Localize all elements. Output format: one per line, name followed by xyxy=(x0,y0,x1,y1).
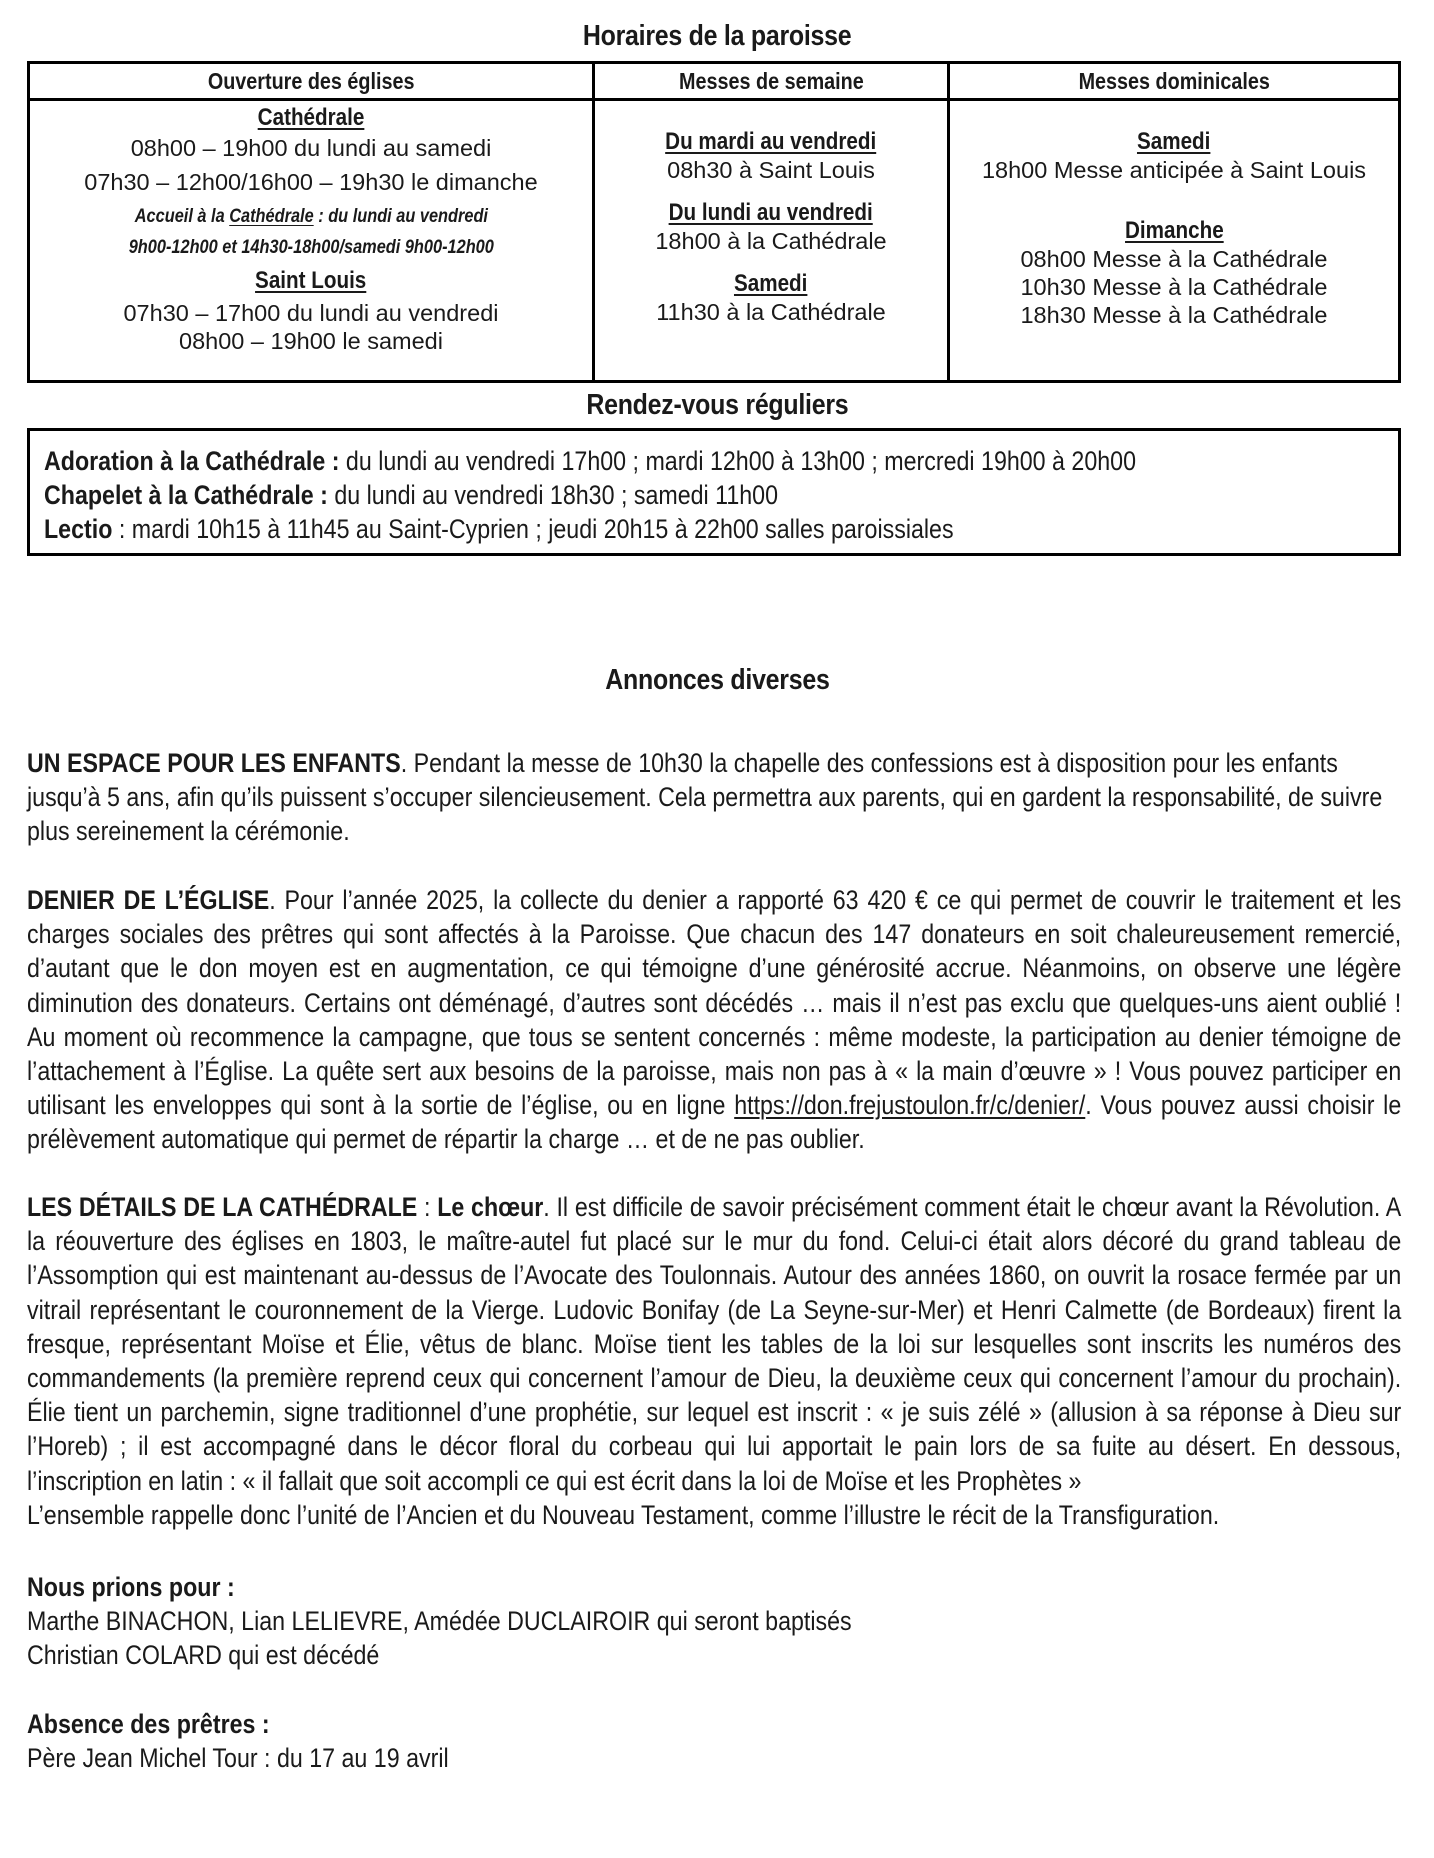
prayer-heading: Nous prions pour : xyxy=(27,1572,235,1602)
mass-line: 08h00 Messe à la Cathédrale xyxy=(1020,246,1328,272)
column-header: Messes dominicales xyxy=(950,64,1398,101)
announcement-heading: UN ESPACE POUR LES ENFANTS xyxy=(27,748,401,778)
absence-line: Père Jean Michel Tour : du 17 au 19 avril xyxy=(27,1743,449,1773)
mass-line: 18h00 Messe anticipée à Saint Louis xyxy=(981,157,1367,183)
mass-line: 08h30 à Saint Louis xyxy=(667,157,875,183)
mass-line: 18h00 à la Cathédrale xyxy=(655,228,887,254)
schedule-table xyxy=(27,61,1401,383)
subheading-saint-louis: Saint Louis xyxy=(255,267,367,294)
subheading-mardi-vendredi: Du mardi au vendredi xyxy=(665,128,877,155)
announcement-enfants: UN ESPACE POUR LES ENFANTS. Pendant la messe de 10h30 la chapelle des confessions est à disposition pour les enfants jusqu’à 5 ans, afin qu’ils puissent s’occuper silencieusement. Cela permettra aux parents, qui en gardent la responsabilité, de suivre plus sereinement la cérémonie. xyxy=(27,748,1383,847)
absence-heading: Absence des prêtres : xyxy=(27,1709,270,1739)
prayer-section xyxy=(27,1570,986,1672)
announcement-last-line: L’ensemble rappelle donc l’unité de l’Ancien et du Nouveau Testament, comme l’illustre le récit de la Transfiguration. xyxy=(27,1499,1220,1530)
subheading-lundi-vendredi: Du lundi au vendredi xyxy=(668,199,874,226)
rendez-vous-item: Lectio : mardi 10h15 à 11h45 au Saint-Cyprien ; jeudi 20h15 à 22h00 salles paroissiales xyxy=(44,514,954,544)
hours-line: 07h30 – 17h00 du lundi au vendredi xyxy=(123,300,499,326)
mass-line: 11h30 à la Cathédrale xyxy=(656,299,886,325)
hours-line: 08h00 – 19h00 du lundi au samedi xyxy=(130,135,492,161)
subheading-samedi: Samedi xyxy=(1137,128,1211,155)
announcement-heading: LES DÉTAILS DE LA CATHÉDRALE xyxy=(27,1192,418,1222)
annonces-title: Annonces diverses xyxy=(604,664,830,696)
prayer-line: Christian COLARD qui est décédé xyxy=(27,1640,380,1670)
accueil-hours: 9h00-12h00 et 14h30-18h00/samedi 9h00-12h00 xyxy=(128,237,494,258)
absence-section xyxy=(27,1707,517,1775)
column-semaine xyxy=(592,64,947,380)
hours-line: 07h30 – 12h00/16h00 – 19h30 le dimanche xyxy=(84,169,538,195)
prayer-line: Marthe BINACHON, Lian LELIEVRE, Amédée DUCLAIROIR qui seront baptisés xyxy=(27,1606,852,1636)
mass-line: 18h30 Messe à la Cathédrale xyxy=(1020,302,1328,328)
denier-link[interactable]: https://don.frejustoulon.fr/c/denier/ xyxy=(734,1090,1086,1121)
hours-line: 08h00 – 19h00 le samedi xyxy=(179,328,443,354)
schedule-title: Horaires de la paroisse xyxy=(582,20,852,52)
announcement-subheading: Le chœur xyxy=(437,1192,544,1222)
column-dominicales xyxy=(947,64,1398,380)
column-ouverture xyxy=(30,64,592,380)
column-header: Ouverture des églises xyxy=(30,64,592,101)
subheading-cathedrale: Cathédrale xyxy=(257,104,365,131)
rendez-vous-item: Chapelet à la Cathédrale : du lundi au vendredi 18h30 ; samedi 11h00 xyxy=(44,480,779,510)
rendez-vous-item: Adoration à la Cathédrale : du lundi au vendredi 17h00 ; mardi 12h00 à 13h00 ; mercredi 19h00 à 20h00 xyxy=(44,446,1136,476)
announcement-denier: DENIER DE L’ÉGLISE. Pour l’année 2025, la collecte du denier a rapporté 63 420 € ce qui permet de couvrir le traitement et les charges sociales des prêtres qui sont affectés à la Paroisse. Que chacun des 147 donateurs en soit chaleureusement remercié, d’autant que le don moyen est en augmentation, ce qui témoigne d’une générosité accrue. Néanmoins, on observe une légère diminution des donateurs. Certains ont déménagé, d’autres sont décédés … mais il n’est pas exclu que quelques-uns aient oublié ! Au moment où recommence la campagne, que tous se sentent concernés : même modeste, la participation au denier témoigne de l’attachement à l’Église. La quête sert aux besoins de la paroisse, mais non pas à « la main d’œuvre » ! Vous pouvez participer en utilisant les enveloppes qui sont à la sortie de l’église, ou en ligne https://don.frejustoulon.fr/c/denier/. Vous pouvez aussi choisir le prélèvement automatique qui permet de répartir la charge … et de ne pas oublier. xyxy=(27,885,1402,1155)
announcement-details: LES DÉTAILS DE LA CATHÉDRALE : Le chœur. Il est difficile de savoir précisément comment était le chœur avant la Révolution. A la réouverture des églises en 1803, le maître-autel fut placé sur le mur du fond. Celui-ci était alors décoré du grand tableau de l’Assomption qui est maintenant au-dessus de l’Avocate des Toulonnais. Autour des années 1860, on ouvrit la rosace fermée par un vitrail représentant le couronnement de la Vierge. Ludovic Bonifay (de La Seyne-sur-Mer) et Henri Calmette (de Bordeaux) firent la fresque, représentant Moïse et Élie, vêtus de blanc. Moïse tient les tables de la loi sur lesquelles sont inscrits les numéros des commandements (la première reprend ceux qui concernent l’amour de Dieu, la deuxième ceux qui concernent l’amour du prochain). Élie tient un parchemin, signe traditionnel d’une prophétie, sur lequel est inscrit : « je suis zélé » (allusion à sa réponse à Dieu sur l’Horeb) ; il est accompagné dans le décor floral du corbeau qui lui apportait le pain lors de sa fuite au désert. En dessous, l’inscription en latin : « il fallait que soit accompli ce qui est écrit dans la loi de Moïse et les Prophètes » L’ensemble rappelle donc l’unité de l’Ancien et du Nouveau Testament, comme l’illustre le récit de la Transfiguration. xyxy=(27,1190,1401,1532)
subheading-samedi: Samedi xyxy=(734,270,808,297)
subheading-dimanche: Dimanche xyxy=(1124,217,1224,244)
mass-line: 10h30 Messe à la Cathédrale xyxy=(1020,274,1328,300)
announcement-heading: DENIER DE L’ÉGLISE xyxy=(27,885,270,915)
accueil-line: Accueil à la Cathédrale : du lundi au vendredi xyxy=(134,206,488,227)
column-header: Messes de semaine xyxy=(595,64,947,101)
rendez-vous-box xyxy=(27,428,1401,556)
rendez-vous-title: Rendez-vous réguliers xyxy=(585,389,849,421)
